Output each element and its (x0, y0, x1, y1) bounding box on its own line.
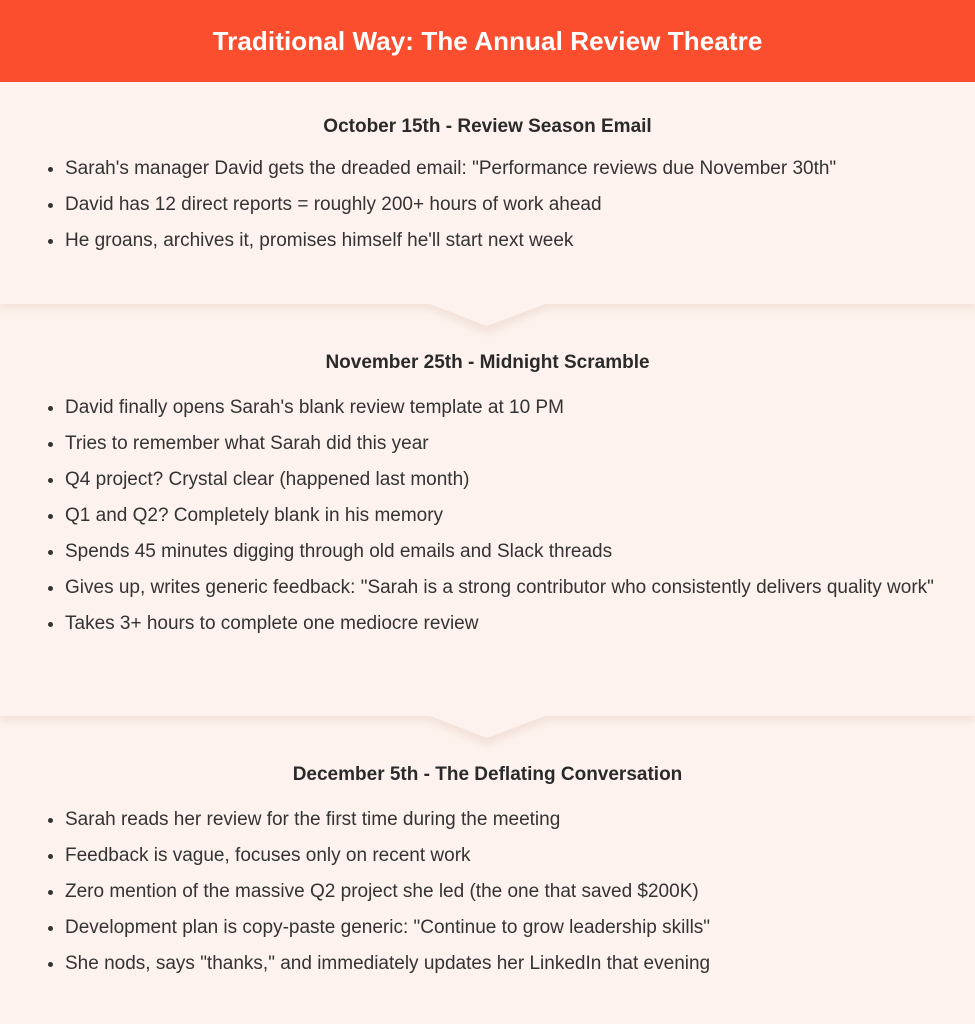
timeline-card-november (0, 304, 975, 716)
chevron-divider (0, 702, 975, 732)
list-item: Sarah's manager David gets the dreaded email: "Performance reviews due November 30th" (65, 153, 945, 185)
list-item: Feedback is vague, focuses only on recent work (65, 840, 945, 872)
list-item: Gives up, writes generic feedback: "Sarah is a strong contributor who consistently delivers quality work" (65, 572, 945, 604)
list-item: Zero mention of the massive Q2 project she led (the one that saved $200K) (65, 876, 945, 908)
list-item: He groans, archives it, promises himself he'll start next week (65, 225, 945, 257)
chevron-divider (0, 290, 975, 320)
list-item: She nods, says "thanks," and immediately updates her LinkedIn that evening (65, 948, 945, 980)
page-title: Traditional Way: The Annual Review Theatre (212, 25, 763, 56)
list-item: David finally opens Sarah's blank review template at 10 PM (65, 392, 945, 424)
list-item: Tries to remember what Sarah did this year (65, 428, 945, 460)
section-title-november: November 25th - Midnight Scramble (325, 352, 650, 373)
timeline-card-december (0, 716, 975, 1024)
list-item: David has 12 direct reports = roughly 200+ hours of work ahead (65, 189, 945, 221)
section-title-december: December 5th - The Deflating Conversation (292, 764, 683, 785)
list-item: Spends 45 minutes digging through old emails and Slack threads (65, 536, 945, 568)
bullet-list-october (0, 153, 975, 261)
list-item: Development plan is copy-paste generic: "Continue to grow leadership skills" (65, 912, 945, 944)
list-item: Takes 3+ hours to complete one mediocre review (65, 608, 945, 640)
page-header (0, 0, 975, 82)
bullet-list-december (0, 804, 975, 984)
section-title-october: October 15th - Review Season Email (323, 116, 652, 137)
timeline-card-october (0, 82, 975, 304)
list-item: Q4 project? Crystal clear (happened last month) (65, 464, 945, 496)
list-item: Sarah reads her review for the first time during the meeting (65, 804, 945, 836)
list-item: Q1 and Q2? Completely blank in his memory (65, 500, 945, 532)
bullet-list-november (0, 392, 975, 644)
